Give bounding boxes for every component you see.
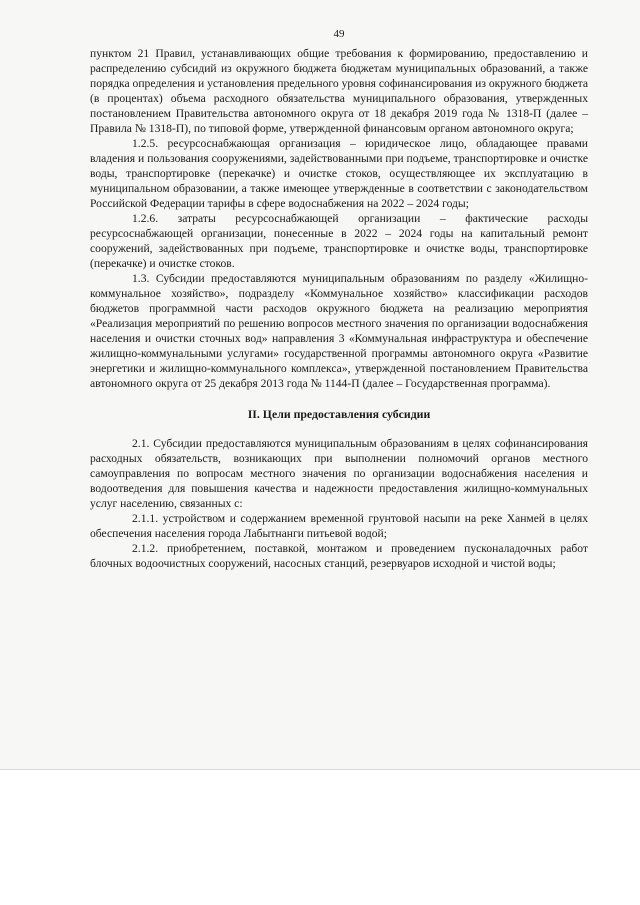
paragraph: 2.1.2. приобретением, поставкой, монтажом и проведением пусконаладочных работ блочных водоочистных сооружений, насосных станций, резервуаров исходной и чистой воды;	[90, 542, 588, 570]
paragraph: 1.3. Субсидии предоставляются муниципальным образованиям по разделу «Жилищно-коммунальное хозяйство», подразделу «Коммунальное хозяйство» классификации расходов бюджетов программной части расходов окружного бюджета на реализацию мероприятия «Реализация мероприятий по решению вопросов местного значения по организации водоснабжения населения и очистки сточных вод» направления 3 «Коммунальная инфраструктура и обеспечение жилищно-коммунальными услугами» государственной программы автономного округа «Развитие энергетики и жилищно-коммунального комплекса», утвержденной постановлением Правительства автономного округа от 25 декабря 2013 года № 1144-П (далее – Государственная программа).	[90, 272, 588, 390]
paragraph: пунктом 21 Правил, устанавливающих общие требования к формированию, предоставлению и распределению субсидий из окружного бюджета бюджетам муниципальных образований, а также порядка определения и установления предельного уровня софинансирования из окружного бюджета (в процентах) объема расходного обязательства муниципального образования, утвержденных постановлением Правительства автономного округа от 18 декабря 2019 года № 1318-П (далее – Правила № 1318-П), по типовой форме, утвержденной финансовым органом автономного округа;	[90, 47, 588, 135]
section-title: II. Цели предоставления субсидии	[247, 407, 431, 421]
paragraph: 1.2.5. ресурсоснабжающая организация – юридическое лицо, обладающее правами владения и пользования сооружениями, задействованными при подъеме, транспортировке и очистке воды, транспортировке (перекачке) и очистке стоков, осуществляющее их эксплуатацию в муниципальном образовании, а также имеющее утвержденные в соответствии с законодательством Российской Федерации тарифы в сфере водоснабжения на 2022 – 2024 годы;	[90, 137, 588, 210]
paragraph: 2.1. Субсидии предоставляются муниципальным образованиям в целях софинансирования расходных обязательств, возникающих при выполнении полномочий органов местного самоуправления по вопросам местного значения по организации водоснабжения населения и водоотведения для повышения качества и надежности предоставления жилищно-коммунальных услуг населению, связанных с:	[90, 437, 588, 510]
paragraph: 2.1.1. устройством и содержанием временной грунтовой насыпи на реке Ханмей в целях обеспечения населения города Лабытнанги питьевой водой;	[90, 512, 588, 540]
document-body	[90, 46, 588, 571]
paragraphs-before	[90, 46, 588, 391]
paragraph: 1.2.6. затраты ресурсоснабжающей организации – фактические расходы ресурсоснабжающей организации, понесенные в 2022 – 2024 годы на капитальный ремонт сооружений, задействованных при подъеме, транспортировке и очистке воды, транспортировке (перекачке) и очистке стоков.	[90, 212, 588, 270]
blank-area	[0, 770, 640, 905]
page-number: 49	[333, 28, 345, 40]
paragraphs-after	[90, 436, 588, 571]
